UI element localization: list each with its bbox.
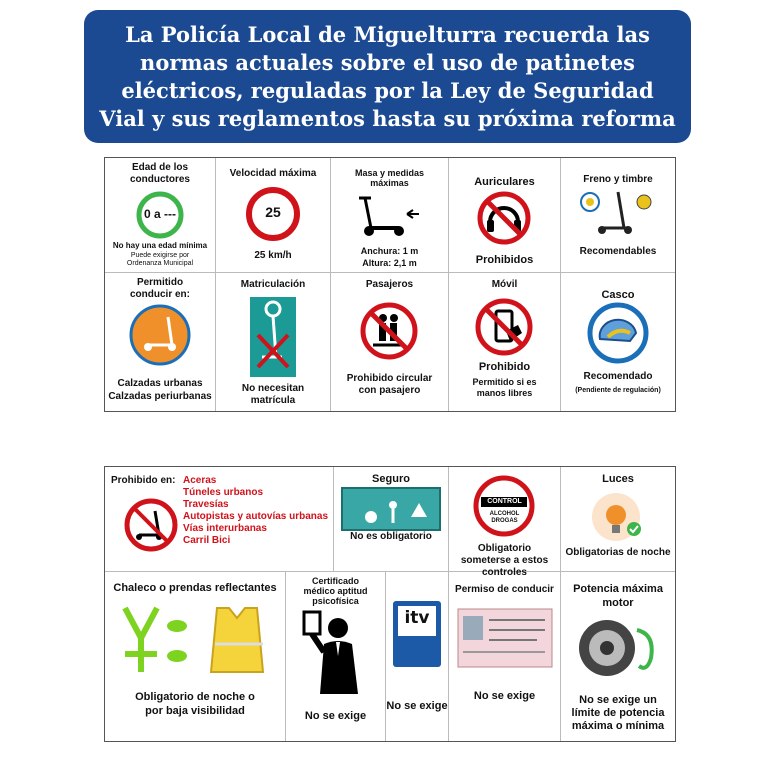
edad-sub1: Puede exigirse por	[130, 252, 190, 259]
rules-panel-bottom	[104, 466, 676, 742]
chaleco-note: Obligatorio de noche o por baja visibilidad	[135, 691, 255, 717]
prohibido-label: Prohibido en:	[111, 475, 176, 486]
cell-permiso	[449, 572, 560, 741]
cell-casco	[561, 273, 675, 411]
edad-sub2: Ordenanza Municipal	[126, 260, 194, 267]
cell-luces	[561, 467, 675, 571]
movil-title: Móvil	[491, 279, 518, 290]
cell-movil	[449, 273, 560, 411]
insurance-sign-icon	[341, 487, 441, 531]
header-banner	[84, 10, 691, 143]
control-sign-top: CONTROL	[487, 498, 522, 505]
potencia-title: Potencia máxima motor	[573, 583, 663, 609]
phone-prohibited-icon	[474, 297, 534, 357]
edad-title: Edad de los conductores	[129, 162, 190, 185]
reflective-vest-icon	[115, 604, 275, 676]
velocidad-note: 25 km/h	[254, 250, 292, 261]
permiso-note: No se exige	[473, 690, 536, 702]
prohibido-item: Carril Bici	[183, 535, 231, 546]
permiso-title: Permiso de conducir	[455, 584, 554, 595]
cell-seguro	[334, 467, 448, 571]
masa-anchura: Anchura: 1 m	[360, 246, 419, 256]
lightbulb-icon	[588, 489, 648, 545]
freno-title: Freno y timbre	[583, 174, 653, 185]
prohibido-item: Túneles urbanos	[183, 487, 264, 498]
edad-note: No hay una edad mínima	[112, 241, 208, 250]
movil-note: Prohibido	[478, 361, 531, 373]
motor-icon	[573, 616, 663, 680]
driving-license-icon	[457, 608, 553, 668]
matriculacion-note: No necesitan matrícula	[241, 383, 305, 406]
edad-sign: 0 a ---	[143, 207, 176, 221]
prohibido-item: Travesías	[183, 499, 229, 510]
casco-sub: (Pendiente de regulación)	[575, 387, 661, 394]
banner-title: La Policía Local de Miguelturra recuerda las normas actuales sobre el uso de patinetes eléctricos, reguladas por la Ley de Seguridad Vial y sus reglamentos hasta su próxima reforma	[99, 21, 676, 131]
potencia-note: No se exige un límite de potencia máxima o mínima	[571, 694, 665, 732]
brake-bell-icon	[578, 188, 658, 238]
control-note: Obligatorio someterse a estos controles	[460, 543, 549, 578]
cell-control	[449, 467, 560, 578]
prohibido-item: Aceras	[183, 475, 217, 486]
cell-auriculares	[449, 158, 560, 272]
itv-note: No se exige	[386, 700, 448, 712]
rules-panel-top	[104, 157, 676, 412]
helmet-icon	[586, 301, 650, 365]
matriculacion-title: Matriculación	[240, 279, 306, 290]
cell-prohibido	[105, 467, 333, 571]
scooter-icon	[355, 194, 425, 238]
cell-matriculacion	[216, 273, 330, 411]
velocidad-title: Velocidad máxima	[229, 168, 317, 179]
certificado-note: No se exige	[304, 710, 367, 722]
cell-potencia	[561, 572, 675, 741]
luces-title: Luces	[602, 473, 634, 485]
luces-note: Obligatorias de noche	[565, 547, 671, 558]
velocidad-sign: 25	[265, 204, 281, 220]
cell-chaleco	[105, 572, 285, 741]
seguro-title: Seguro	[372, 473, 410, 485]
pasajeros-note: Prohibido circular con pasajero	[346, 373, 433, 396]
registration-sign-icon	[248, 295, 298, 379]
movil-sub: Permitido si es manos libres	[472, 377, 537, 398]
prohibido-item: Vías interurbanas	[183, 523, 267, 534]
cell-edad	[105, 158, 215, 272]
cell-pasajeros	[331, 273, 448, 411]
freno-note: Recomendables	[579, 246, 657, 257]
prohibido-list	[183, 475, 328, 547]
auriculares-note: Prohibidos	[475, 254, 534, 266]
permitido-line1: Calzadas urbanas	[117, 378, 203, 389]
passenger-prohibited-icon	[359, 301, 419, 361]
casco-title: Casco	[601, 289, 635, 301]
pasajeros-title: Pasajeros	[365, 279, 414, 290]
control-sign-mid: ALCOHOL	[489, 511, 520, 517]
doctor-silhouette-icon	[300, 610, 364, 698]
masa-altura: Altura: 2,1 m	[362, 258, 417, 268]
permitido-line2: Calzadas periurbanas	[108, 391, 212, 402]
scooter-prohibited-icon	[123, 497, 179, 553]
cell-certificado	[286, 572, 385, 741]
road-scooter-icon	[128, 303, 192, 367]
cell-freno	[561, 158, 675, 272]
auriculares-title: Auriculares	[474, 176, 535, 188]
cell-velocidad	[216, 158, 330, 272]
itv-sign: itv	[404, 608, 430, 628]
certificado-title: Certificado médico aptitud psicofísica	[303, 576, 368, 606]
chaleco-title: Chaleco o prendas reflectantes	[113, 582, 277, 594]
cell-permitido	[105, 273, 215, 411]
cell-itv	[386, 572, 448, 741]
control-sign-bot: DROGAS	[491, 518, 518, 524]
seguro-note: No es obligatorio	[350, 531, 432, 542]
casco-note: Recomendado	[583, 371, 653, 382]
masa-title: Masa y medidas máximas	[354, 168, 425, 188]
headphones-prohibited-icon	[474, 190, 534, 246]
cell-masa	[331, 158, 448, 272]
prohibido-item: Autopistas y autovías urbanas	[183, 511, 329, 522]
permitido-title: Permitido conducir en:	[129, 277, 190, 300]
